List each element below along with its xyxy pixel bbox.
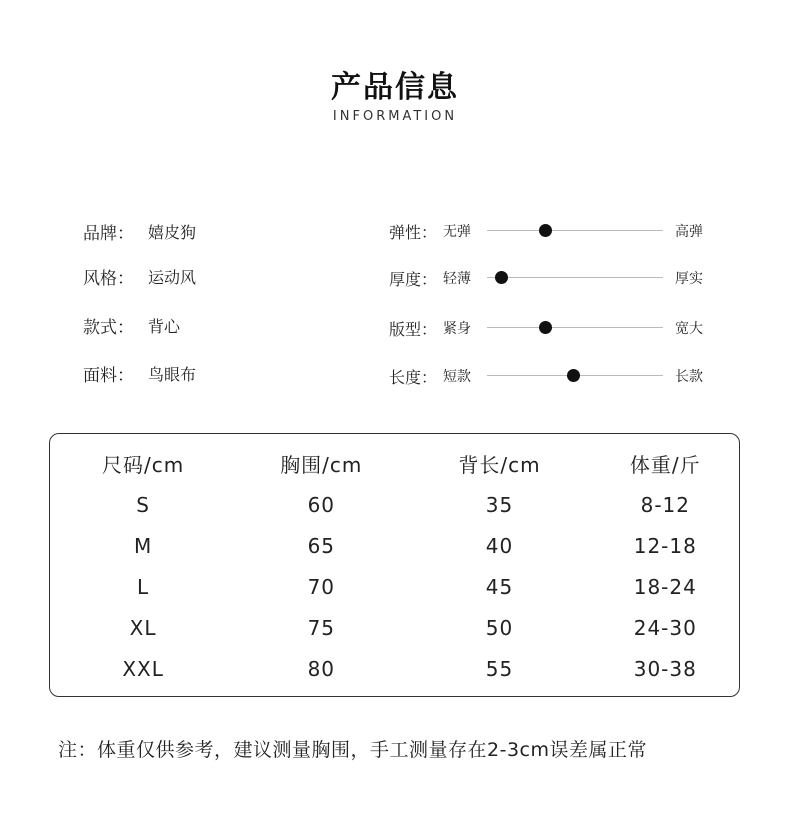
page-subtitle: INFORMATION (332, 109, 458, 124)
table-row (54, 566, 742, 607)
column-header: 体重/斤 (629, 453, 701, 477)
column-header: 胸围/cm (280, 453, 363, 477)
table-cell: 55 (485, 656, 514, 681)
scale-indicator (495, 271, 508, 284)
size-table (54, 443, 742, 689)
scale-low-label: 轻薄 (443, 271, 471, 287)
scale-track (487, 230, 663, 231)
scale-label: 版型： (389, 320, 438, 339)
table-cell: XL (129, 615, 157, 640)
attr-style (83, 264, 196, 288)
table-cell: 12-18 (633, 533, 697, 558)
scale-low-label: 紧身 (443, 321, 471, 337)
table-cell: 35 (485, 492, 514, 517)
attr-value: 嬉皮狗 (148, 222, 197, 242)
scale-indicator (567, 369, 580, 382)
column-header: 尺码/cm (101, 453, 185, 477)
table-cell: 18-24 (633, 574, 697, 599)
table-cell: 24-30 (633, 615, 697, 640)
scale-indicator (539, 321, 552, 334)
scale-label: 弹性： (389, 223, 438, 242)
table-cell: 80 (307, 656, 336, 681)
attr-value: 鸟眼布 (148, 364, 197, 384)
attr-label: 品牌： (83, 223, 134, 244)
scale-fit (389, 315, 719, 339)
scale-track (487, 277, 663, 278)
scale-label: 厚度： (389, 270, 438, 289)
attr-brand (83, 219, 196, 243)
scale-elasticity (389, 218, 719, 242)
column-header: 背长/cm (458, 453, 541, 477)
scale-track (487, 327, 663, 328)
table-cell: L (137, 574, 150, 599)
attr-label: 面料： (83, 365, 134, 386)
table-row (54, 607, 742, 648)
scale-high-label: 高弹 (675, 224, 703, 240)
table-cell: 8-12 (640, 492, 690, 517)
scale-high-label: 长款 (675, 369, 703, 385)
measurement-note: 注：体重仅供参考，建议测量胸围，手工测量存在2-3cm误差属正常 (58, 739, 647, 761)
table-cell: 30-38 (633, 656, 697, 681)
attr-type (83, 313, 180, 337)
table-cell: 70 (307, 574, 336, 599)
table-cell: S (136, 492, 150, 517)
table-cell: 50 (485, 615, 514, 640)
page-title: 产品信息 (331, 70, 459, 105)
table-header-row (54, 443, 742, 484)
attr-label: 款式： (83, 317, 134, 338)
table-cell: 75 (307, 615, 336, 640)
scale-indicator (539, 224, 552, 237)
scale-thickness (389, 265, 719, 289)
attr-value: 运动风 (148, 267, 197, 287)
table-row (54, 648, 742, 689)
attr-value: 背心 (148, 316, 181, 336)
table-cell: 40 (485, 533, 514, 558)
scale-high-label: 宽大 (675, 321, 703, 337)
scale-label: 长度： (389, 368, 438, 387)
table-cell: XXL (122, 656, 164, 681)
table-row (54, 484, 742, 525)
table-cell: 60 (307, 492, 336, 517)
table-row (54, 525, 742, 566)
attr-fabric (83, 361, 196, 385)
scale-low-label: 无弹 (443, 224, 471, 240)
table-cell: 65 (307, 533, 336, 558)
attr-label: 风格： (83, 268, 134, 289)
scale-low-label: 短款 (443, 369, 471, 385)
scale-length (389, 363, 719, 387)
table-cell: M (133, 533, 153, 558)
scale-high-label: 厚实 (675, 271, 703, 287)
table-cell: 45 (485, 574, 514, 599)
